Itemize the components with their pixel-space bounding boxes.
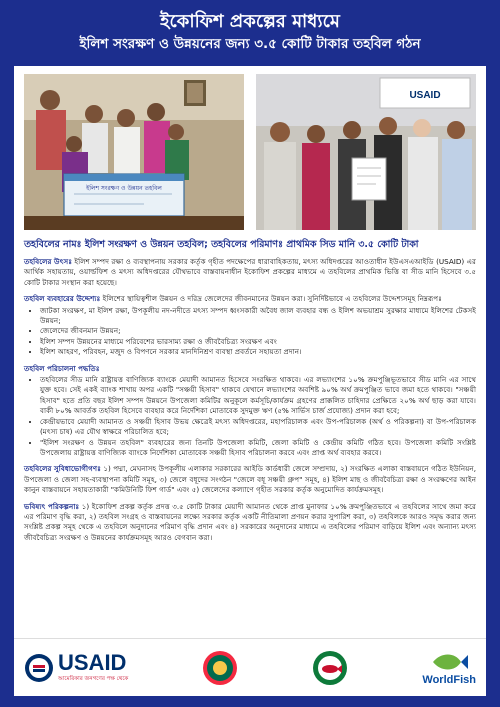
worldfish-wordmark: WorldFish <box>422 673 476 686</box>
method-label: তহবিল পরিচালনা পদ্ধতিঃ <box>24 363 100 373</box>
cheque-text: ইলিশ সংরক্ষণ ও উন্নয়ন তহবিল <box>86 185 162 192</box>
future-text: ১) ইকোফিশ প্রকল্প কর্তৃক প্রদত্ত ৩.৫ কোটি টাকার মেয়াদী আমানত থেকে প্রাপ্ত মুনাফার ১০% ক্রমপুঞ্জিতভাবে এ তহবিলের সাথে জমা করে এর পরিমাণ বৃদ্ধি করা, ২) তহবিল সংগ্রহ ও বাস্তবায়নের লক্ষ্যে সরকার কর্তৃক একটি নীতিমালা প্রণয়ন করার সুপারিশ করা, ৩) তহবিলকে আরও সমৃদ্ধ করার জন্য সংশ্লিষ্ট প্রকল্প সমূহ থেকে এ তহবিলে অনুদানের পরিমাণ বৃদ্ধি প্রদান এবং ৪) সরকারের অনুদানের মাধ্যমে এ তহবিলের পরিমাণ বাড়িয়ে ইলিশ এবং অন্যান্য মৎস্য জীববৈচিত্র্য সংরক্ষণ ও উন্নয়নের কার্যক্রমসমূহ আরও বেগবান করা। <box>24 501 476 542</box>
usaid-wordmark: USAID <box>58 649 127 675</box>
beneficiaries-text: ১) পদ্মা, মেঘনাসহ উপকূলীয় এলাকার সরকারের আইডি কার্ডধারী জেলে সম্প্রদায়, ২) সংরক্ষিত এলাকা বাস্তবায়নে গঠিত ইউনিয়ন, উপজেলা ও জেলা সহ-ব্যবস্থাপনা কমিটি সমূহ, ৩) জেলে বধূদের সংগঠন "জেলে বধূ সঞ্চয়ী গ্রুপ" সমূহ, ৪) ইলিশ মাছ ও জীববৈচিত্র্য রক্ষা ও সংরক্ষণের আইন কানুন বাস্তবায়নে সহায়তাকারী "কমিউনিটি ফিশ গার্ড" এবং ৫) জেলেদের কল্যাণে গৃহীত সরকার কর্তৃক অনুমোদিত কার্যক্রমসমূহ। <box>24 464 476 495</box>
source-label: তহবিলের উৎসঃ <box>24 257 73 266</box>
photo-cheque-handover <box>24 74 244 230</box>
poster-title: ইকোফিশ প্রকল্পের মাধ্যমে <box>160 11 340 32</box>
purpose-item: • ইলিশ আহরণ, পরিবহন, মজুদ ও বিপণনে সরকার মানদিনিশ্রণ ব্যবস্থা প্রবর্তনে সহায়তা প্রদান। <box>40 347 476 357</box>
beneficiaries-label: তহবিলের সুবিধাভোগীগণঃ <box>24 464 101 474</box>
section-purpose <box>24 294 476 357</box>
photo-group-event <box>256 74 476 230</box>
photo-cheque-handover-illustration <box>24 74 244 230</box>
method-item: • "ইলিশ সংরক্ষণ ও উন্নয়ন তহবিল" ব্যবহারের জন্য তিনটি উপজেলা কমিটি, জেলা কমিটি ও কেন্দ্রীয় কমিটি গঠিত হবে। উপজেলা কমিটি সংশ্লিষ্ট উপজেলায় রাষ্ট্রায়ত্ত বাণিজ্যিক ব্যাংকে নির্দেশিকা মোতাবেক সঞ্চয়ী হিসাব পরিচালনা করবে এবং প্রাপ্ত অর্থ ব্যবহার করবে। <box>40 438 476 459</box>
poster-header <box>0 0 500 64</box>
purpose-item: • জেলেদের জীবনমান উন্নয়ন; <box>40 326 476 336</box>
method-item: • তহবিলের সীড মানি রাষ্ট্রায়ত্ত বাণিজ্যিক ব্যাংকে মেয়াদী আমানত হিসেবে সংরক্ষিত থাকবে। এর লভ্যাংশের ১০% ক্রমপুঞ্জিভূতভাবে সীড মানি এর সাথে যুক্ত হবে। সেই একই ব্যাংক শাখায় অপর একটি "সঞ্চয়ী হিসাব" থাকবে যেখানে লভ্যাংশের অবশিষ্ট ৯০% অর্থ ক্রমপুঞ্জিত ভাবে জমা হতে থাকবে। "সঞ্চয়ী হিসাব" হতে প্রতি বছর ইলিশ সম্পদ উন্নয়নে উপজেলা কমিটির অনুকূলে কর্মসূচি/কার্যক্রম গ্রহণের প্রাক্কলিত চাহিদার প্রেক্ষিতে ২০% অর্থ ছাড় করা যাবে। বাকী ৮০% আবর্তক তহবিল হিসেবে ব্যবহার করে নির্দেশিকা মোতাবেক সুদমুক্ত ঋণ (৫% সার্ভিস চার্জ প্রযোজ্য) প্রদান করা হবে; <box>40 375 476 417</box>
future-label: ভবিষ্যৎ পরিকল্পনাঃ <box>24 501 80 511</box>
method-list <box>24 375 476 458</box>
fund-heading: তহবিলের নামঃ ইলিশ সংরক্ষণ ও উন্নয়ন তহবিল; তহবিলের পরিমাণঃ প্রাথমিক সিড মানি ৩.৫ কোটি টাকা <box>24 239 419 250</box>
purpose-list <box>24 306 476 358</box>
bangladesh-govt-seal-icon <box>202 650 238 686</box>
purpose-label: তহবিল ব্যবহারের উদ্দেশ্যঃ <box>24 294 101 304</box>
photo-row <box>24 74 476 230</box>
worldfish-logo <box>422 650 476 686</box>
fish-icon <box>429 650 469 674</box>
logo-bar <box>14 638 486 696</box>
poster-subtitle: ইলিশ সংরক্ষণ ও উন্নয়নের জন্য ৩.৫ কোটি টাকার তহবিল গঠন <box>79 36 421 52</box>
purpose-text: ইলিশের স্থায়িত্বশীল উন্নয়ন ও দরিদ্র জেলেদের জীবনমানের উন্নয়ন করা। সুনির্দিষ্টভাবে এ তহবিলের উদ্দেশ্যসমূহ নিম্নরূপঃ <box>102 294 442 304</box>
usaid-tagline: আমেরিকার জনগণের পক্ষ থেকে <box>58 675 129 682</box>
dof-seal-icon <box>312 650 348 686</box>
method-item: • কেন্দ্রীয়ভাবে মেয়াদী আমানত ও সঞ্চয়ী হিসাব উভয় ক্ষেত্রেই মৎস্য অধিদপ্তরের, মহাপরিচালক এবং উপ-পরিচালক (অর্থ ও পরিকল্পনা) বা উপ-পরিচালক (মৎস্য চাষ) এর যৌথ স্বাক্ষরে পরিচালিত হবে; <box>40 417 476 438</box>
section-method <box>24 364 476 459</box>
photo-group-event-illustration <box>256 74 476 230</box>
purpose-item: • জাটকা সংরক্ষণ, মা ইলিশ রক্ষা, উপকূলীয় নদ-নদীতে মৎস্য সম্পদ ধ্বংসকারী অবৈধ জাল ব্যবহার বন্ধ ও ইলিশ অভয়াশ্রম সুরক্ষার মাধ্যমে ইলিশের টেকসই উন্নয়ন; <box>40 306 476 327</box>
content-panel <box>14 66 486 696</box>
banner-text: USAID <box>409 90 441 101</box>
section-source <box>24 257 476 288</box>
purpose-item: • ইলিশ সম্পদ উন্নয়নের মাধ্যমে পরিবেশের ভারসাম্য রক্ষা ও জীববৈচিত্র্য সংরক্ষণ এবং <box>40 337 476 347</box>
section-beneficiaries <box>24 464 476 495</box>
usaid-logo <box>24 649 129 684</box>
section-future <box>24 502 476 544</box>
source-text: ইলিশ সম্পদ রক্ষা ও ব্যবস্থাপনায় সরকার কর্তৃক গৃহীত পদক্ষেপের ধারাবাহিকতায়, মৎস্য অধিদপ্তরের আওতাধীন ইউএসএআইডি (USAID) এর আর্থিক সহায়তায়, ওয়ার্ল্ডফিশ ও মৎস্য অধিদপ্তরের যৌথভাবে বাস্তবায়নাধীন ইকোফিশ প্রকল্পের মাধ্যমে এ তহবিলের প্রাথমিক ভিত্তি বা সীড মানি হিসেবে ৩.৫ কোটি টাকার সংস্থান করা হয়েছে। <box>24 257 476 287</box>
usaid-seal-icon <box>24 653 54 683</box>
